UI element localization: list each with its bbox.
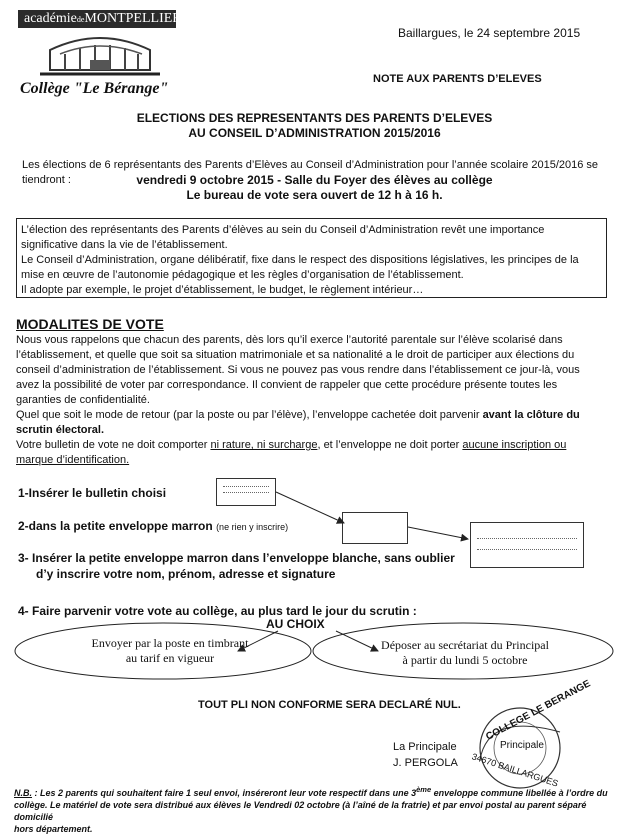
option-post-line1: Envoyer par la poste en timbrant — [91, 636, 249, 650]
voting-hours: Le bureau de vote sera ouvert de 12 h à 16 h. — [186, 188, 443, 202]
step-3-line1: 3- Insérer la petite enveloppe marron dans l’enveloppe blanche, sans oublier — [18, 551, 455, 565]
main-title-line1: ELECTIONS DES REPRESENTANTS DES PARENTS D’ELEVES — [136, 111, 493, 125]
modalites-p7: scrutin électoral. — [16, 424, 105, 436]
option-deposit-line2: à partir du lundi 5 octobre — [402, 653, 528, 667]
option-deposit-line1: Déposer au secrétariat du Principal — [381, 638, 549, 652]
modalites-p9: marque d’identification. — [16, 454, 130, 466]
signature-role: La Principale — [393, 741, 457, 753]
modalites-heading: MODALITES DE VOTE — [16, 316, 164, 332]
note-title: NOTE AUX PARENTS D’ELEVES — [373, 73, 542, 85]
step-2-label: 2-dans la petite enveloppe marron — [18, 519, 213, 533]
nb-line3: hors département. — [14, 824, 93, 834]
modalites-p3: conseil d’administration de l’établissement. Si vous ne pouvez pas vous rendre dans l’établissement ce jour-là, vous — [16, 364, 580, 376]
p8-text-c: , et l’enveloppe ne doit porter — [317, 439, 463, 451]
nb-line2: collège. Le matériel de vote sera distribué aux élèves le Vendredi 02 octobre (à l’aîné de la fratrie) et par envoi postal au parent séparé domicilié — [14, 800, 587, 822]
null-warning: TOUT PLI NON CONFORME SERA DECLARÉ NUL. — [198, 699, 461, 711]
logo-de-text: de — [76, 15, 85, 24]
main-title-line2: AU CONSEIL D’ADMINISTRATION 2015/2016 — [188, 126, 441, 140]
stamp-bottom-text: 34670 BAILLARGUES — [470, 751, 560, 789]
logo-montpellier-text: MONTPELLIER — [84, 11, 182, 26]
step-2-note: (ne rien y inscrire) — [216, 522, 289, 532]
modalites-p5: garanties de confidentialité. — [16, 394, 150, 406]
p8-underline-d: aucune inscription ou — [462, 439, 567, 451]
box-line3: Le Conseil d’Administration, organe délibératif, fixe dans le respect des dispositions législatives, les principes de la — [21, 254, 579, 266]
nb-text1b: enveloppe commune libellée à l’ordre du — [431, 788, 608, 798]
box-line5: Il adopte par exemple, le projet d’établissement, le budget, le règlement intérieur… — [21, 284, 424, 296]
step-1: 1-Insérer le bulletin choisi — [18, 486, 167, 500]
modalites-p1: Nous vous rappelons que chacun des parents, dès lors qu’il exerce l’autorité parentale sur l’élève scolarisé dans — [16, 334, 563, 346]
arrow-1-icon — [276, 492, 344, 523]
nb-note — [14, 784, 614, 835]
p8-underline-b: ni rature, ni surcharge — [210, 439, 318, 451]
modalites-p2: l’établissement, et quelle que soit sa situation matrimoniale et sa nationalité a le droit de participer aux élections du — [16, 349, 575, 361]
option-post-line2: au tarif en vigueur — [125, 651, 215, 665]
stamp-center-text: Principale — [500, 740, 544, 751]
au-choix: AU CHOIX — [266, 617, 325, 631]
stamp-top-text: COLLEGE LE BERANGE — [484, 678, 593, 743]
logo-academie-text: académie — [24, 11, 77, 26]
intro-line2: tiendront : — [22, 174, 71, 186]
p6-text: Quel que soit le mode de retour (par la poste ou par l’élève), l’enveloppe cachetée doit parvenir — [16, 409, 483, 421]
election-date: vendredi 9 octobre 2015 - Salle du Foyer des élèves au collège — [136, 173, 493, 187]
p8-text-a: Votre bulletin de vote ne doit comporter — [16, 439, 211, 451]
college-name: Collège "Le Bérange" — [20, 80, 169, 97]
step-4: 4- Faire parvenir votre vote au collège, au plus tard le jour du scrutin : — [18, 604, 417, 618]
nb-sup: ème — [416, 785, 432, 794]
nb-line1 — [14, 784, 614, 799]
signature-name: J. PERGOLA — [393, 757, 458, 769]
nb-text1: : Les 2 parents qui souhaitent faire 1 seul envoi, inséreront leur vote respectif dans une 3 — [32, 788, 417, 798]
place-date: Baillargues, le 24 septembre 2015 — [398, 26, 581, 40]
p6-bold: avant la clôture du — [482, 409, 580, 421]
box-line4: mise en œuvre de l’autonomie pédagogique et les règles d’organisation de l’établissement. — [21, 269, 464, 281]
nb-label: N.B. — [14, 788, 32, 798]
modalites-p4: avez la possibilité de voter par correspondance. Il convient de rappeler que cette procédure présente toutes les — [16, 379, 558, 391]
option-post — [70, 636, 270, 666]
option-deposit — [360, 638, 570, 668]
intro-line1: Les élections de 6 représentants des Parents d’Elèves au Conseil d’Administration pour l’année scolaire 2015/2016 se — [22, 159, 599, 171]
step-3-line2: d’y inscrire votre nom, prénom, adresse et signature — [36, 567, 336, 581]
arrow-2-icon — [408, 527, 468, 539]
box-line1: L’élection des représentants des Parents d’élèves au sein du Conseil d’Administration revêt une importance — [21, 224, 545, 236]
box-line2: significative dans la vie de l’établissement. — [21, 239, 228, 251]
